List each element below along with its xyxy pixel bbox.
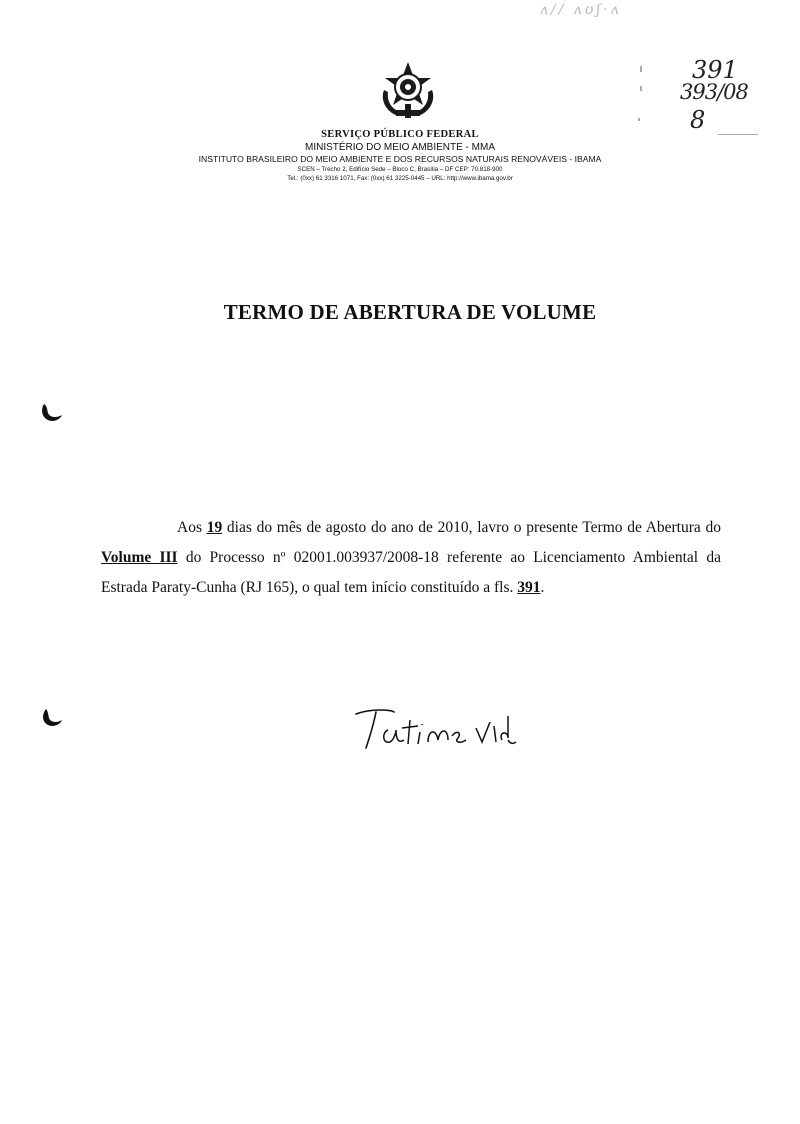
hole-punch-mark-icon	[38, 402, 64, 424]
day-value: 19	[206, 518, 223, 536]
document-title: TERMO DE ABERTURA DE VOLUME	[223, 300, 597, 324]
top-handwritten-note: ʌ// ʌʊʃ·ʌ	[540, 2, 622, 18]
header-institute-line: INSTITUTO BRASILEIRO DO MEIO AMBIENTE E DOS RECURSOS NATURAIS RENOVÁVEIS - IBAMA	[198, 154, 602, 164]
coat-of-arms-emblem-icon	[378, 60, 438, 122]
folio-reference: 391	[517, 578, 541, 596]
folio-process-number: 393/08	[680, 80, 748, 104]
folio-initial: 8	[690, 106, 706, 134]
body-paragraph	[101, 513, 721, 603]
header-contact-line: Tel.: (0xx) 61 3316 1071, Fax: (0xx) 61 3225-0445 – URL: http://www.ibama.gov.br	[287, 175, 513, 182]
body-text-segment: .	[540, 578, 545, 596]
folio-stamp	[660, 56, 780, 146]
folio-number: 391	[692, 56, 738, 84]
header-ministry-line: MINISTÉRIO DO MEIO AMBIENTE - MMA	[304, 142, 495, 153]
header-service-line: SERVIÇO PÚBLICO FEDERAL	[321, 129, 479, 140]
handwritten-signature	[352, 700, 522, 760]
header-address-line: SCEN – Trecho 2, Edifício Sede – Bloco C, Brasília – DF CEP: 70.818-900	[297, 166, 503, 173]
body-text-segment: dias do mês de agosto do ano de 2010, lavro o presente Termo de Abertura do	[222, 518, 721, 536]
hole-punch-mark-icon	[38, 708, 64, 730]
body-text-segment: Aos	[177, 518, 207, 536]
volume-value: Volume III	[101, 548, 178, 566]
body-text-segment: do Processo nº 02001.003937/2008-18 referente ao Licenciamento Ambiental da Estrada Paraty-Cunha (RJ 165), o qual tem início constituído a fls.	[101, 548, 721, 596]
